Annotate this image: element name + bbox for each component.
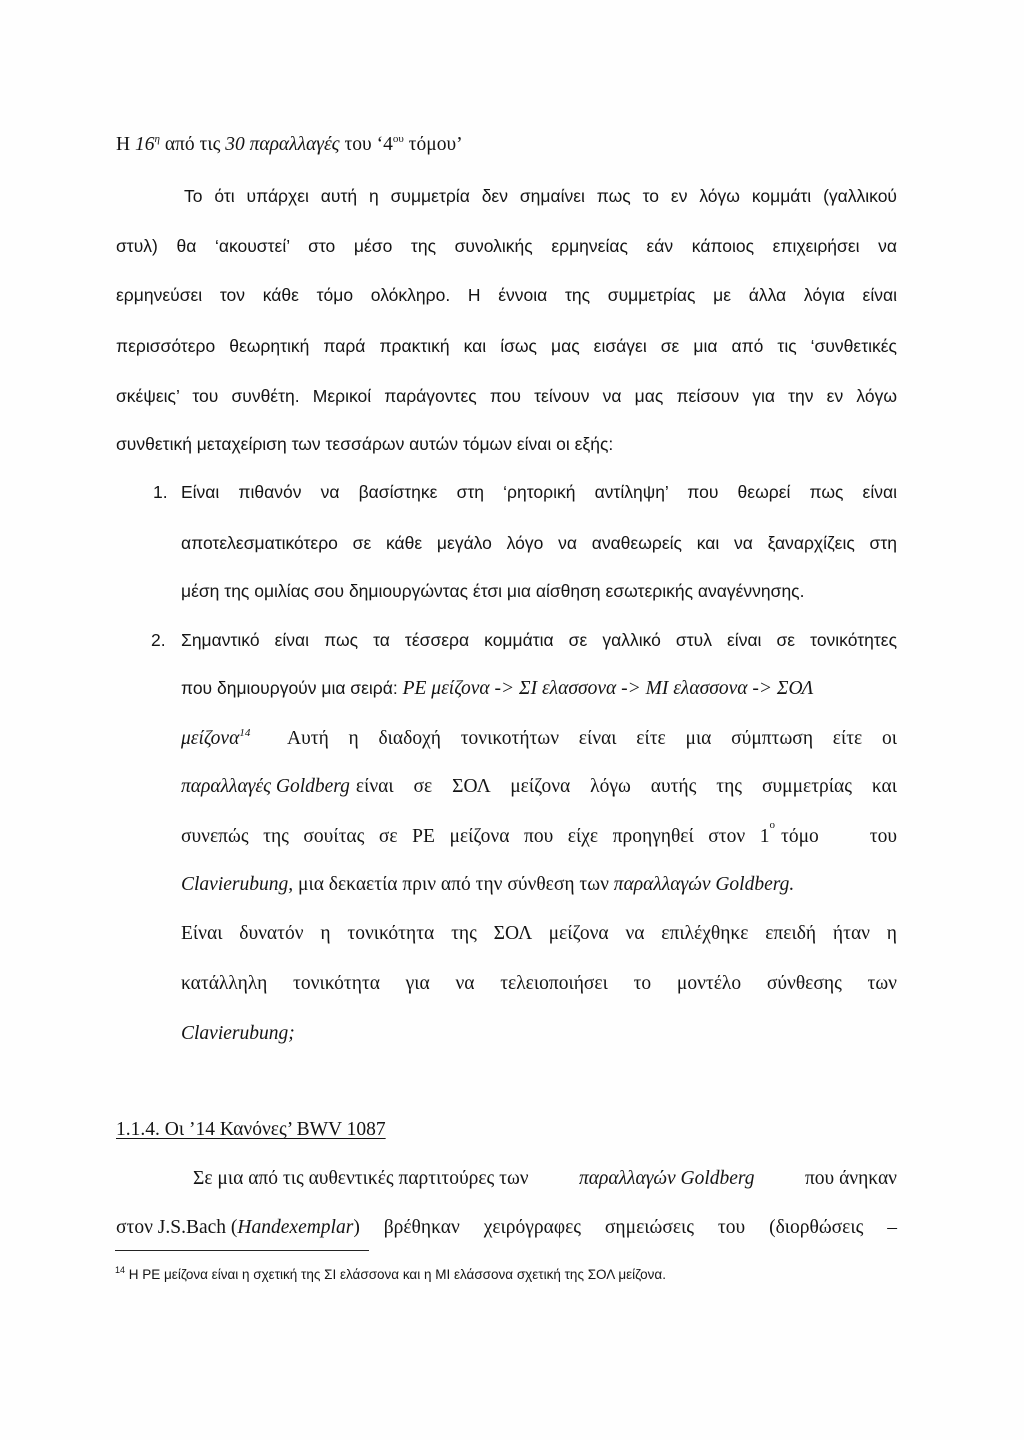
item2-line-1: Σημαντικό είναι πως τα τέσσερα κομμάτια σε γαλλικό στυλ είναι σε τονικότητες	[181, 630, 897, 650]
item1-line-3: μέση της ομιλίας σου δημιουργώντας έτσι μια αίσθηση εσωτερικής αναγέννησης.	[181, 581, 805, 601]
item2-line-8: κατάλληλη τονικότητα για να τελειοποιήσει το μοντέλο σύνθεσης των	[181, 973, 897, 994]
item1-number: 1.	[153, 482, 168, 502]
para1-line-4: περισσότερο θεωρητική παρά πρακτική και ίσως μας εισάγει σε μια από τις ‘συνθετικές	[116, 336, 897, 356]
para1-line-6: συνθετική μεταχείριση των τεσσάρων αυτών τόμων είναι οι εξής:	[116, 434, 614, 454]
para1-line-1: Το ότι υπάρχει αυτή η συμμετρία δεν σημαίνει πως το εν λόγω κομμάτι (γαλλικού	[184, 186, 897, 206]
para1-line-5: σκέψεις’ του συνθέτη. Μερικοί παράγοντες που τείνουν να μας πείσουν για την εν λόγω	[116, 386, 897, 406]
item2-line-9: Clavierubung;	[181, 1023, 295, 1044]
item2-line-4: παραλλαγές Goldberg είναι σε ΣΟΛ μείζονα λόγω αυτής της συμμετρίας και	[181, 776, 897, 797]
para2-line-2: στον J.S.Bach ( Handexemplar ) βρέθηκαν χειρόγραφες σημειώσεις του (διορθώσεις –	[116, 1217, 897, 1238]
item2-line-3: μείζονα$^{14}$ Αυτή η διαδοχή τονικοτήτων είναι είτε μια σύμπτωση είτε οι	[181, 727, 897, 749]
para2-line-1: Σε μια από τις αυθεντικές παρτιτούρες των παραλλαγών Goldberg που άνηκαν	[193, 1168, 897, 1189]
para1-line-3: ερμηνεύσει τον κάθε τόμο ολόκληρο. Η έννοια της συμμετρίας με άλλα λόγια είναι	[116, 285, 897, 305]
footnote: $^{14}$ Η ΡΕ μείζονα είναι η σχετική της ΣΙ ελάσσονα και η ΜΙ ελάσσονα σχετική της ΣΟΛ μείζονα.	[115, 1265, 666, 1282]
item2-line-2: που δημιουργούν μια σειρά: ΡΕ μείζονα -> ΣΙ ελασσονα -> ΜΙ ελασσονα -> ΣΟΛ	[181, 678, 814, 699]
item1-line-2: αποτελεσματικότερο σε κάθε μεγάλο λόγο να αναθεωρείς και να ξαναρχίζεις στη	[181, 533, 897, 553]
para1-line-2: στυλ) θα ‘ακουστεί’ στο μέσο της συνολικής ερμηνείας εάν κάποιος επιχειρήσει να	[116, 236, 897, 256]
item1-line-1: Είναι πιθανόν να βασίστηκε στη ‘ρητορική αντίληψη’ που θεωρεί πως είναι	[181, 482, 897, 502]
section-title: 1.1.4. Οι ’14 Κανόνες’ BWV 1087	[116, 1119, 386, 1140]
section-heading: Η $16^\eta$ από τις 30 παραλλαγές του ‘$4^{o\upsilon}$ τόμου’	[116, 133, 463, 155]
item2-number: 2.	[151, 630, 166, 650]
item2-line-5: συνεπώς της σουίτας σε ΡΕ μείζονα που είχε προηγηθεί στον 1 ο τόμο του	[181, 819, 897, 847]
item2-line-6: Clavierubung, μια δεκαετία πριν από την σύνθεση των παραλλαγών Goldberg.	[181, 874, 795, 895]
item2-line-7: Είναι δυνατόν η τονικότητα της ΣΟΛ μείζονα να επιλέχθηκε επειδή ήταν η	[181, 923, 897, 944]
footnote-divider	[115, 1250, 369, 1251]
